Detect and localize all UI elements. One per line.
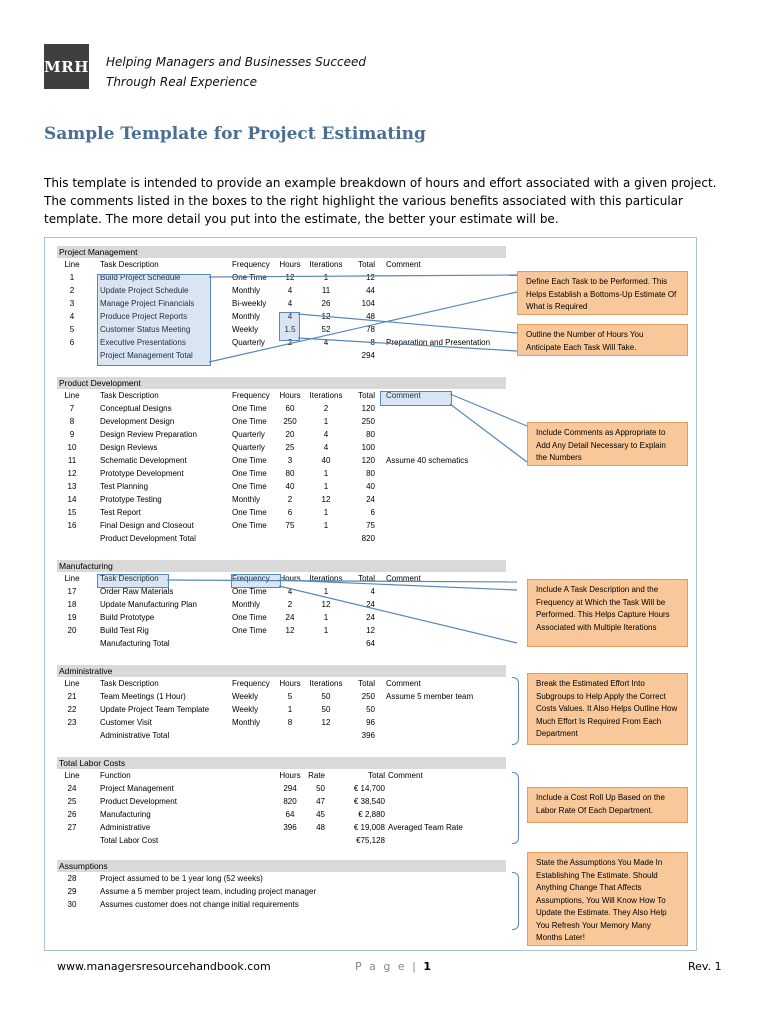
row-hours: 20: [285, 430, 295, 439]
row-hours: 6: [287, 508, 293, 517]
row-iterations: 40: [321, 456, 331, 465]
row-total: 100: [361, 443, 375, 452]
col-line-header: Line: [64, 260, 80, 269]
company-logo: MRH: [44, 44, 89, 89]
row-hours: 2: [287, 338, 293, 347]
section-title-assumptions: Assumptions: [57, 860, 506, 872]
footer-page: [355, 960, 431, 973]
col-frequency-header: Frequency: [232, 391, 270, 400]
table-row: [57, 703, 507, 716]
subtotal-value: 820: [361, 534, 375, 543]
row-hours: 2: [287, 600, 293, 609]
row-total: € 14,700: [353, 784, 385, 793]
subtotal-value: €75,128: [356, 836, 385, 845]
row-task: Final Design and Closeout: [100, 521, 194, 530]
comment-highlight: [380, 391, 452, 406]
row-hours: 1: [287, 705, 293, 714]
row-hours: 4: [287, 286, 293, 295]
row-line: 8: [69, 417, 75, 426]
table-row: [57, 690, 507, 703]
row-total: 12: [366, 626, 375, 635]
row-iterations: 4: [323, 430, 329, 439]
row-iterations: 50: [321, 705, 331, 714]
row-iterations: 1: [323, 482, 329, 491]
col-hours-header: Hours: [279, 574, 301, 583]
row-total: 50: [366, 705, 375, 714]
table-row: [57, 598, 507, 611]
row-hours: 64: [285, 810, 295, 819]
row-hours: 60: [285, 404, 295, 413]
row-task: Test Planning: [100, 482, 149, 491]
row-task: Produce Project Reports: [100, 312, 188, 321]
col-iterations-header: Iterations: [309, 679, 343, 688]
row-hours: 8: [287, 718, 293, 727]
col-task-header: Task Description: [100, 679, 159, 688]
row-hours: 80: [285, 469, 295, 478]
table-row: [57, 428, 507, 441]
subtotal-label: Total Labor Cost: [100, 836, 159, 845]
row-comment: Preparation and Presentation: [386, 338, 491, 347]
row-total: 104: [361, 299, 375, 308]
row-rate: 47: [316, 797, 325, 806]
row-line: 20: [67, 626, 77, 635]
row-task: Build Project Schedule: [100, 273, 181, 282]
row-iterations: 12: [321, 600, 331, 609]
row-line: 11: [67, 456, 77, 465]
row-hours: 40: [285, 482, 295, 491]
subtotal-row: [57, 834, 507, 847]
row-hours: 12: [285, 273, 295, 282]
row-task: Prototype Testing: [100, 495, 162, 504]
table-row: [57, 808, 507, 821]
section-title-administrative: Administrative: [57, 665, 506, 677]
row-iterations: 4: [323, 338, 329, 347]
row-total: 120: [361, 456, 375, 465]
row-iterations: 1: [323, 417, 329, 426]
row-task: Test Report: [100, 508, 141, 517]
col-task-header: Task Description: [100, 391, 159, 400]
col-total-header: Total: [358, 260, 375, 269]
table-row: [57, 454, 507, 467]
row-task: Prototype Development: [100, 469, 184, 478]
row-task: Customer Visit: [100, 718, 152, 727]
row-iterations: 1: [323, 508, 329, 517]
col-iterations-header: Iterations: [309, 391, 343, 400]
column-header-row: [57, 677, 507, 690]
col-hours-header: Hours: [279, 771, 301, 780]
row-frequency: Weekly: [232, 692, 259, 701]
row-iterations: 12: [321, 718, 331, 727]
row-frequency: Bi-weekly: [232, 299, 267, 308]
row-total: 24: [366, 613, 375, 622]
tagline-line-2: Through Real Experience: [106, 75, 257, 89]
row-line: 6: [69, 338, 75, 347]
bracket-administrative: [512, 677, 519, 745]
row-iterations: 1: [323, 469, 329, 478]
bracket-assumptions: [512, 872, 519, 930]
footer-url[interactable]: www.managersresourcehandbook.com: [57, 960, 271, 973]
table-row: [57, 782, 507, 795]
assumption-text: Assumes customer does not change initial requirements: [100, 900, 299, 909]
row-line: 30: [67, 900, 77, 909]
col-frequency-header: Frequency: [232, 574, 270, 583]
row-iterations: 1: [323, 626, 329, 635]
row-total: 80: [366, 430, 375, 439]
table-row: [57, 795, 507, 808]
col-comment-header: Comment: [386, 391, 421, 400]
row-task: Development Design: [100, 417, 175, 426]
row-frequency: Quarterly: [232, 443, 265, 452]
row-hours: 4: [287, 587, 293, 596]
row-iterations: 1: [323, 613, 329, 622]
subtotal-label: Project Management Total: [100, 351, 193, 360]
bracket-labor-costs: [512, 772, 519, 844]
table-row: [57, 441, 507, 454]
row-iterations: 1: [323, 273, 329, 282]
row-task: Manage Project Financials: [100, 299, 195, 308]
row-line: 16: [67, 521, 77, 530]
row-frequency: Monthly: [232, 600, 261, 609]
row-total: 120: [361, 404, 375, 413]
row-frequency: One Time: [232, 587, 267, 596]
row-hours: 12: [285, 626, 295, 635]
row-task: Build Test Rig: [100, 626, 149, 635]
page-label: P a g e |: [355, 960, 418, 973]
hours-highlight-pm: [279, 312, 300, 341]
assumption-text: Project assumed to be 1 year long (52 weeks): [100, 874, 263, 883]
row-line: 3: [69, 299, 75, 308]
row-line: 1: [69, 273, 75, 282]
assumption-row: [57, 898, 507, 911]
callout-task-frequency: Include A Task Description and the Frequency at Which the Task Will be Performed. This Helps Capture Hours Associated with Multiple Iterations: [527, 579, 688, 647]
row-task: Design Review Preparation: [100, 430, 197, 439]
subtotal-row: [57, 637, 507, 650]
callout-comments: Include Comments as Appropriate to Add Any Detail Necessary to Explain the Numbers: [527, 422, 688, 466]
row-total: € 2,880: [358, 810, 385, 819]
assumption-text: Assume a 5 member project team, including project manager: [100, 887, 317, 896]
row-line: 28: [67, 874, 77, 883]
section-title-project_management: Project Management: [57, 246, 506, 258]
task-description-highlight: [97, 574, 169, 588]
subtotal-row: [57, 532, 507, 545]
col-comment-header: Comment: [386, 574, 421, 583]
subtotal-value: 294: [361, 351, 375, 360]
row-frequency: One Time: [232, 417, 267, 426]
row-task: Conceptual Designs: [100, 404, 172, 413]
row-line: 4: [69, 312, 75, 321]
row-hours: 4: [287, 312, 293, 321]
row-function: Administrative: [100, 823, 151, 832]
row-line: 24: [67, 784, 77, 793]
row-line: 22: [67, 705, 77, 714]
row-hours: 396: [283, 823, 297, 832]
row-hours: 1.5: [284, 325, 296, 334]
table-row: [57, 467, 507, 480]
row-frequency: Quarterly: [232, 430, 265, 439]
row-task: Design Reviews: [100, 443, 158, 452]
row-frequency: One Time: [232, 456, 267, 465]
row-function: Manufacturing: [100, 810, 151, 819]
table-row: [57, 493, 507, 506]
row-task: Team Meetings (1 Hour): [100, 692, 186, 701]
row-frequency: One Time: [232, 521, 267, 530]
col-line-header: Line: [64, 391, 80, 400]
row-frequency: One Time: [232, 626, 267, 635]
row-frequency: One Time: [232, 482, 267, 491]
table-row: [57, 519, 507, 532]
row-total: 44: [366, 286, 375, 295]
row-iterations: 50: [321, 692, 331, 701]
table-row: [57, 415, 507, 428]
row-iterations: 11: [321, 286, 331, 295]
table-row: [57, 480, 507, 493]
col-hours-header: Hours: [279, 391, 301, 400]
section-title-manufacturing: Manufacturing: [57, 560, 506, 572]
subtotal-label: Product Development Total: [100, 534, 196, 543]
row-line: 21: [67, 692, 77, 701]
row-frequency: One Time: [232, 613, 267, 622]
subtotal-value: 64: [366, 639, 375, 648]
table-row: [57, 821, 507, 834]
row-iterations: 1: [323, 521, 329, 530]
table-row: [57, 611, 507, 624]
row-frequency: One Time: [232, 404, 267, 413]
col-hours-header: Hours: [279, 679, 301, 688]
row-frequency: One Time: [232, 508, 267, 517]
col-line-header: Line: [64, 574, 80, 583]
row-line: 7: [69, 404, 75, 413]
row-line: 25: [67, 797, 77, 806]
row-total: 6: [370, 508, 375, 517]
row-line: 27: [67, 823, 77, 832]
row-hours: 24: [285, 613, 295, 622]
section-title-product_development: Product Development: [57, 377, 506, 389]
row-frequency: Monthly: [232, 495, 261, 504]
row-total: 8: [370, 338, 375, 347]
row-comment: Assume 40 schematics: [386, 456, 469, 465]
col-comment-header: Comment: [386, 679, 421, 688]
row-hours: 2: [287, 495, 293, 504]
table-row: [57, 716, 507, 729]
row-iterations: 4: [323, 443, 329, 452]
row-hours: 75: [285, 521, 295, 530]
column-header-row: [57, 258, 507, 271]
row-total: € 19,008: [353, 823, 385, 832]
row-iterations: 52: [321, 325, 331, 334]
row-iterations: 12: [321, 495, 331, 504]
col-iterations-header: Iterations: [309, 574, 343, 583]
col-total-header: Total: [358, 391, 375, 400]
task-highlight-pm: [97, 274, 211, 366]
table-row: [57, 624, 507, 637]
row-total: 80: [366, 469, 375, 478]
row-task: Order Raw Materials: [100, 587, 174, 596]
row-hours: 3: [287, 456, 293, 465]
assumption-row: [57, 885, 507, 898]
table-row: [57, 506, 507, 519]
row-total: 4: [370, 587, 375, 596]
header-tagline: [106, 52, 366, 92]
row-hours: 250: [283, 417, 297, 426]
row-iterations: 26: [321, 299, 331, 308]
row-iterations: 2: [323, 404, 329, 413]
row-hours: 294: [283, 784, 297, 793]
col-line-header: Line: [64, 679, 80, 688]
subtotal-label: Administrative Total: [100, 731, 170, 740]
row-task: Customer Status Meeting: [100, 325, 191, 334]
tagline-line-1: Helping Managers and Businesses Succeed: [106, 55, 366, 69]
row-comment: Assume 5 member team: [386, 692, 474, 701]
row-line: 13: [67, 482, 77, 491]
col-frequency-header: Frequency: [232, 679, 270, 688]
col-comment-header: Comment: [388, 771, 423, 780]
row-iterations: 1: [323, 587, 329, 596]
col-frequency-header: Frequency: [232, 260, 270, 269]
row-line: 2: [69, 286, 75, 295]
col-rate-header: Rate: [308, 771, 325, 780]
subtotal-label: Manufacturing Total: [100, 639, 170, 648]
row-total: 75: [366, 521, 375, 530]
row-total: 250: [361, 417, 375, 426]
row-comment: Averaged Team Rate: [388, 823, 463, 832]
row-line: 29: [67, 887, 77, 896]
row-line: 5: [69, 325, 75, 334]
col-total-header: Total: [358, 574, 375, 583]
row-total: 12: [366, 273, 375, 282]
callout-subgroups: Break the Estimated Effort Into Subgroups to Help Apply the Correct Costs Values. It Also Helps Outline How Much Effort Is Required From Each Department: [527, 673, 688, 745]
row-total: 24: [366, 600, 375, 609]
row-total: € 38,540: [353, 797, 385, 806]
row-hours: 4: [287, 299, 293, 308]
row-total: 250: [361, 692, 375, 701]
callout-cost-rollup: Include a Cost Roll Up Based on the Labor Rate Of Each Department.: [527, 787, 688, 823]
row-line: 19: [67, 613, 77, 622]
row-task: Build Prototype: [100, 613, 155, 622]
row-frequency: Monthly: [232, 286, 261, 295]
row-function: Project Management: [100, 784, 174, 793]
callout-hours: Outline the Number of Hours You Anticipate Each Task Will Take.: [517, 324, 688, 356]
row-line: 9: [69, 430, 75, 439]
row-line: 14: [67, 495, 77, 504]
row-task: Update Project Schedule: [100, 286, 189, 295]
row-rate: 48: [316, 823, 325, 832]
row-task: Update Manufacturing Plan: [100, 600, 197, 609]
row-frequency: Quarterly: [232, 338, 265, 347]
col-function-header: Function: [100, 771, 131, 780]
row-line: 18: [67, 600, 77, 609]
row-total: 48: [366, 312, 375, 321]
intro-paragraph: This template is intended to provide an example breakdown of hours and effort associated with a given project. The comments listed in the boxes to the right highlight the various benefits associated with this particular template. The more detail you put into the estimate, the better your estimate will be.: [44, 176, 717, 226]
col-task-header: Task Description: [100, 574, 159, 583]
row-frequency: Monthly: [232, 718, 261, 727]
callout-assumptions: State the Assumptions You Made In Establishing The Estimate. Should Anything Change That Affects Assumptions, You Will Know How To Update the Estimate. They Also Help You Refresh Your Memory Many Months Later!: [527, 852, 688, 946]
section-title-labor_costs: Total Labor Costs: [57, 757, 506, 769]
col-iterations-header: Iterations: [309, 260, 343, 269]
row-line: 17: [67, 587, 77, 596]
row-task: Update Project Team Template: [100, 705, 210, 714]
row-rate: 50: [316, 784, 325, 793]
row-hours: 25: [285, 443, 295, 452]
col-hours-header: Hours: [279, 260, 301, 269]
frequency-highlight: [231, 574, 281, 588]
row-frequency: Monthly: [232, 312, 261, 321]
row-frequency: One Time: [232, 469, 267, 478]
row-frequency: Weekly: [232, 705, 259, 714]
col-task-header: Task Description: [100, 260, 159, 269]
row-frequency: One Time: [232, 273, 267, 282]
col-total-header: Total: [368, 771, 385, 780]
subtotal-value: 396: [361, 731, 375, 740]
row-total: 40: [366, 482, 375, 491]
row-rate: 45: [316, 810, 325, 819]
page-title: Sample Template for Project Estimating: [44, 124, 426, 144]
row-task: Schematic Development: [100, 456, 187, 465]
subtotal-row: [57, 729, 507, 742]
page-number: 1: [423, 960, 431, 973]
row-iterations: 12: [321, 312, 331, 321]
assumption-row: [57, 872, 507, 885]
callout-define-task: Define Each Task to be Performed. This Helps Establish a Bottoms-Up Estimate Of What is Required: [517, 271, 688, 315]
row-line: 23: [67, 718, 77, 727]
row-line: 26: [67, 810, 77, 819]
footer-revision: Rev. 1: [688, 960, 722, 973]
row-total: 78: [366, 325, 375, 334]
row-frequency: Weekly: [232, 325, 259, 334]
row-total: 96: [366, 718, 375, 727]
column-header-row: [57, 769, 507, 782]
row-total: 24: [366, 495, 375, 504]
col-line-header: Line: [64, 771, 80, 780]
col-total-header: Total: [358, 679, 375, 688]
row-hours: 5: [287, 692, 293, 701]
row-line: 12: [67, 469, 77, 478]
row-function: Product Development: [100, 797, 177, 806]
row-hours: 820: [283, 797, 297, 806]
row-line: 15: [67, 508, 77, 517]
row-task: Executive Presentations: [100, 338, 186, 347]
row-line: 10: [67, 443, 77, 452]
col-comment-header: Comment: [386, 260, 421, 269]
